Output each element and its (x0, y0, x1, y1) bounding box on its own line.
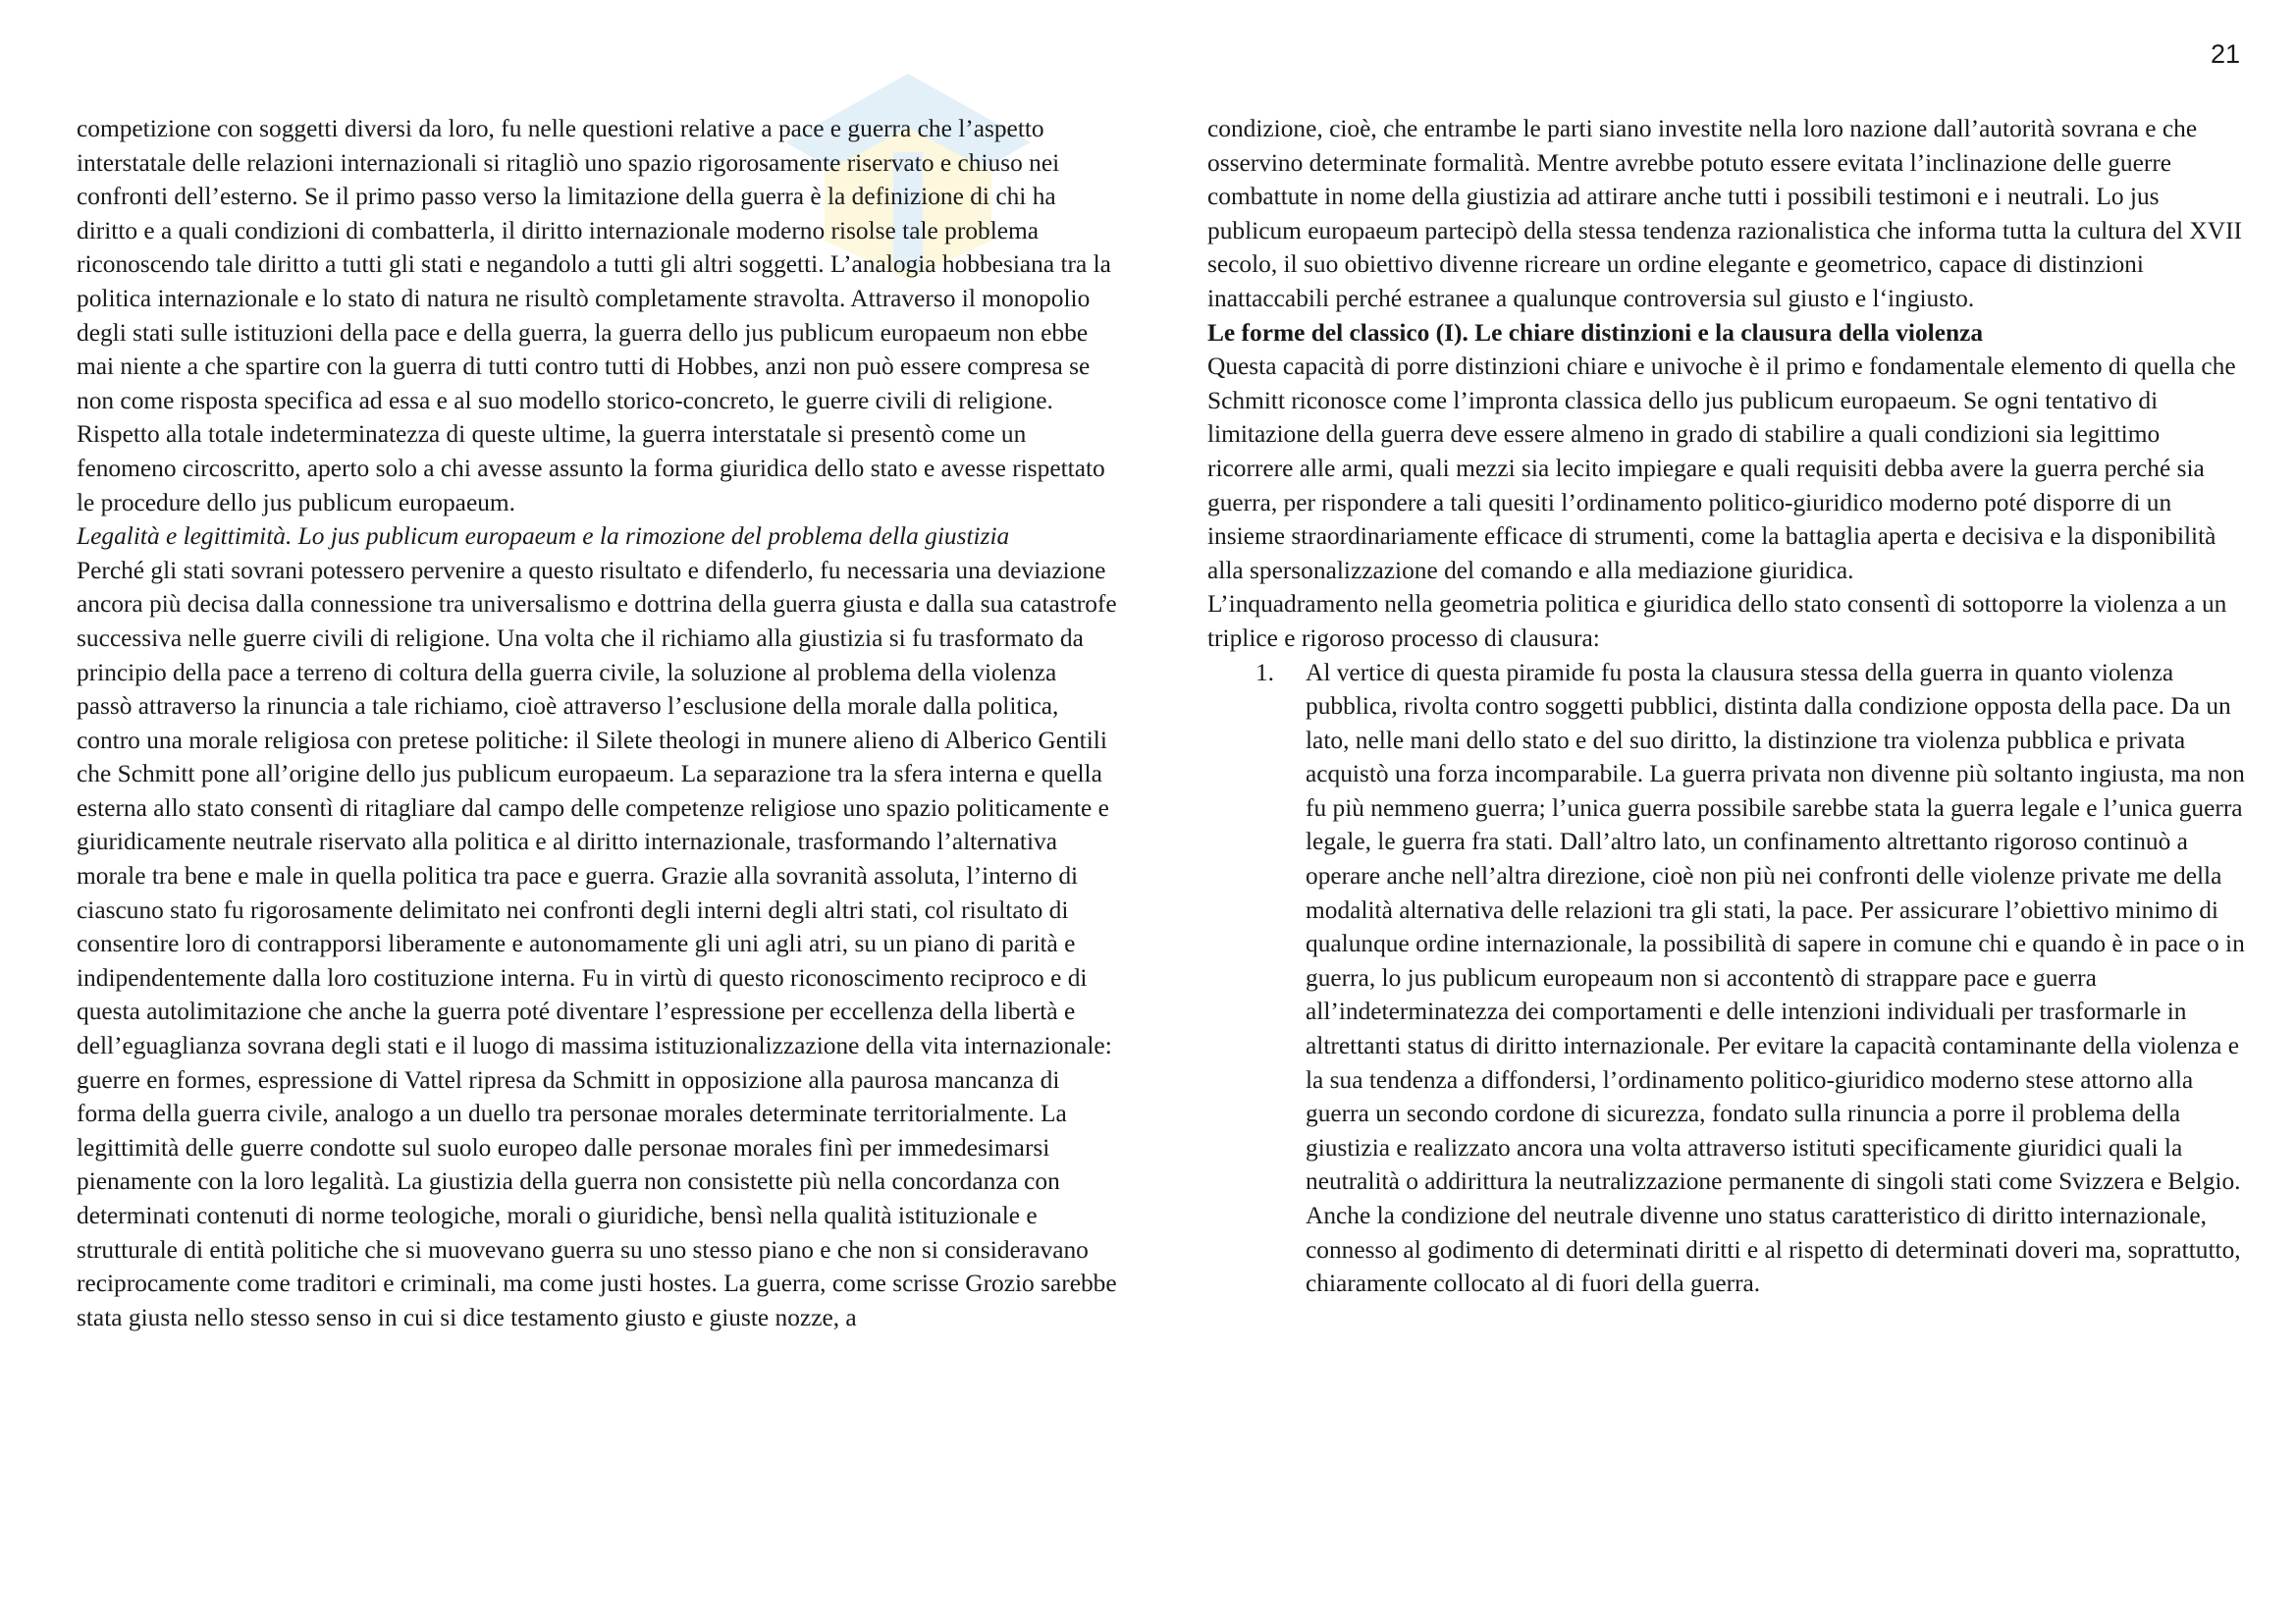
right-paragraph-2: Questa capacità di porre distinzioni chiare e univoche è il primo e fondamentale elemento di quella che Schmitt riconosce come l’impronta classica dello jus publicum europaeum. Se ogni tentativo di limitazione della guerra deve essere almeno in grado di stabilire a quali condizioni sia legittimo ricorrere alle armi, quali mezzi sia lecito impiegare e quali requisiti debba avere la guerra perché sia guerra, per rispondere a tali quesiti l’ordinamento politico-giuridico moderno poté disporre di un insieme straordinariamente efficace di strumenti, come la battaglia aperta e decisiva e la disponibilità alla spersonalizzazione del comando e alla mediazione giuridica. (1207, 352, 2236, 584)
left-column (77, 112, 1117, 1334)
left-paragraph-1: competizione con soggetti diversi da loro, fu nelle questioni relative a pace e guerra che l’aspetto interstatale delle relazioni internazionali si ritagliò uno spazio rigorosamente riservato e chiuso nei confronti dell’esterno. Se il primo passo verso la limitazione della guerra è la definizione di chi ha diritto e a quali condizioni di combatterla, il diritto internazionale moderno risolse tale problema riconoscendo tale diritto a tutti gli stati e negandolo a tutti gli altri soggetti. L’analogia hobbesiana tra la politica internazionale e lo stato di natura ne risultò completamente stravolta. Attraverso il monopolio degli stati sulle istituzioni della pace e della guerra, la guerra dello jus publicum europaeum non ebbe mai niente a che spartire con la guerra di tutti contro tutti di Hobbes, anzi non può essere compresa se non come risposta specifica ad essa e al suo modello storico-concreto, le guerre civili di religione. Rispetto alla totale indeterminatezza di queste ultime, la guerra interstatale si presentò come un fenomeno circoscritto, aperto solo a chi avesse assunto la forma giuridica dello stato e avesse rispettato le procedure dello jus publicum europaeum. (77, 115, 1111, 516)
right-subheading: Le forme del classico (I). Le chiare distinzioni e la clausura della violenza (1207, 318, 1984, 347)
list-item (1207, 656, 2248, 1301)
right-paragraph-1: condizione, cioè, che entrambe le parti siano investite nella loro nazione dall’autorità sovrana e che osservino determinate formalità. Mentre avrebbe potuto essere evitata l’inclinazione delle guerre combattute in nome della giustizia ad attirare anche tutti i possibili testimoni e i neutrali. Lo jus publicum europaeum partecipò della stessa tendenza razionalistica che informa tutta la cultura del XVII secolo, il suo obiettivo divenne ricreare un ordine elegante e geometrico, capace di distinzioni inattaccabili perché estranee a qualunque controversia sul giusto e l‘ingiusto. (1207, 115, 2242, 312)
right-paragraph-3: L’inquadramento nella geometria politica e giuridica dello stato consentì di sottoporre la violenza a un triplice e rigoroso processo di clausura: (1207, 590, 2227, 652)
left-paragraph-2: Perché gli stati sovrani potessero pervenire a questo risultato e difenderlo, fu necessaria una deviazione ancora più decisa dalla connessione tra universalismo e dottrina della guerra giusta e dalla sua catastrofe successiva nelle guerre civili di religione. Una volta che il richiamo alla giustizia si fu trasformato da principio della pace a terreno di coltura della guerra civile, la soluzione al problema della violenza passò attraverso la rinuncia a tale richiamo, cioè attraverso l’esclusione della morale dalla politica, contro una morale religiosa con pretese politiche: il Silete theologi in munere alieno di Alberico Gentili che Schmitt pone all’origine dello jus publicum europaeum. La separazione tra la sfera interna e quella esterna allo stato consentì di ritagliare dal campo delle competenze religiose uno spazio politicamente e giuridicamente neutrale riservato alla politica e al diritto internazionale, trasformando l’alternativa morale tra bene e male in quella politica tra pace e guerra. Grazie alla sovranità assoluta, l’interno di ciascuno stato fu rigorosamente delimitato nei confronti degli interni degli altri stati, col risultato di consentire loro di contrapporsi liberamente e autonomamente gli uni agli atri, su un piano di parità e indipendentemente dalla loro costituzione interna. Fu in virtù di questo riconoscimento reciproco e di questa autolimitazione che anche la guerra poté diventare l’espressione per eccellenza della libertà e dell’eguaglianza sovrana degli stati e il luogo di massima istituzionalizzazione della vita internazionale: guerre en formes, espressione di Vattel ripresa da Schmitt in opposizione alla paurosa mancanza di forma della guerra civile, analogo a un duello tra personae morales determinate territorialmente. La legittimità delle guerre condotte sul suolo europeo dalle personae morales finì per immedesimarsi pienamente con la loro legalità. La giustizia della guerra non consistette più nella concordanza con determinati contenuti di norme teologiche, morali o giuridiche, bensì nella qualità istituzionale e strutturale di entità politiche che si muovevano guerra su uno stesso piano e che non si consideravano reciprocamente come traditori e criminali, ma come justi hostes. La guerra, come scrisse Grozio sarebbe stata giusta nello stesso senso in cui si dice testamento giusto e giuste nozze, a (77, 556, 1117, 1331)
list-item-text: Al vertice di questa piramide fu posta la clausura stessa della guerra in quanto violenza pubblica, rivolta contro soggetti pubblici, distinta dalla condizione opposta della pace. Da un lato, nelle mani dello stato e del suo diritto, la distinzione tra violenza pubblica e privata acquistò una forza incomparabile. La guerra privata non divenne più soltanto ingiusta, ma non fu più nemmeno guerra; l’unica guerra possibile sarebbe stata la guerra legale e l’unica guerra legale, le guerra fra stati. Dall’altro lato, un confinamento altrettanto rigoroso continuò a operare anche nell’altra direzione, cioè non più nei confronti delle violenze private me della modalità alternativa delle relazioni tra gli stati, la pace. Per assicurare l’obiettivo minimo di qualunque ordine internazionale, la possibilità di sapere in comune chi e quando è in pace o in guerra, lo jus publicum europeaum non si accontentò di strappare pace e guerra all’indeterminatezza dei comportamenti e delle intenzioni individuali per trasformarle in altrettanti status di diritto internazionale. Per evitare la capacità contaminante della violenza e la sua tendenza a diffondersi, l’ordinamento politico-giuridico moderno stese attorno alla guerra un secondo cordone di sicurezza, fondato sulla rinuncia a porre il problema della giustizia e realizzato ancora una volta attraverso istituti specificamente giuridici quali la neutralità o addirittura la neutralizzazione permanente di singoli stati come Svizzera e Belgio. Anche la condizione del neutrale divenne uno status caratteristico di diritto internazionale, connesso al godimento di determinati diritti e al rispetto di determinati doveri ma, soprattutto, chiaramente collocato al di fuori della guerra. (1306, 658, 2245, 1298)
list-item-number: 1. (1255, 658, 1274, 686)
right-column (1207, 112, 2248, 1301)
page-number: 21 (2210, 39, 2240, 69)
left-subheading: Legalità e legittimità. Lo jus publicum europaeum e la rimozione del problema della giustizia (77, 522, 1010, 551)
numbered-list (1207, 656, 2248, 1301)
